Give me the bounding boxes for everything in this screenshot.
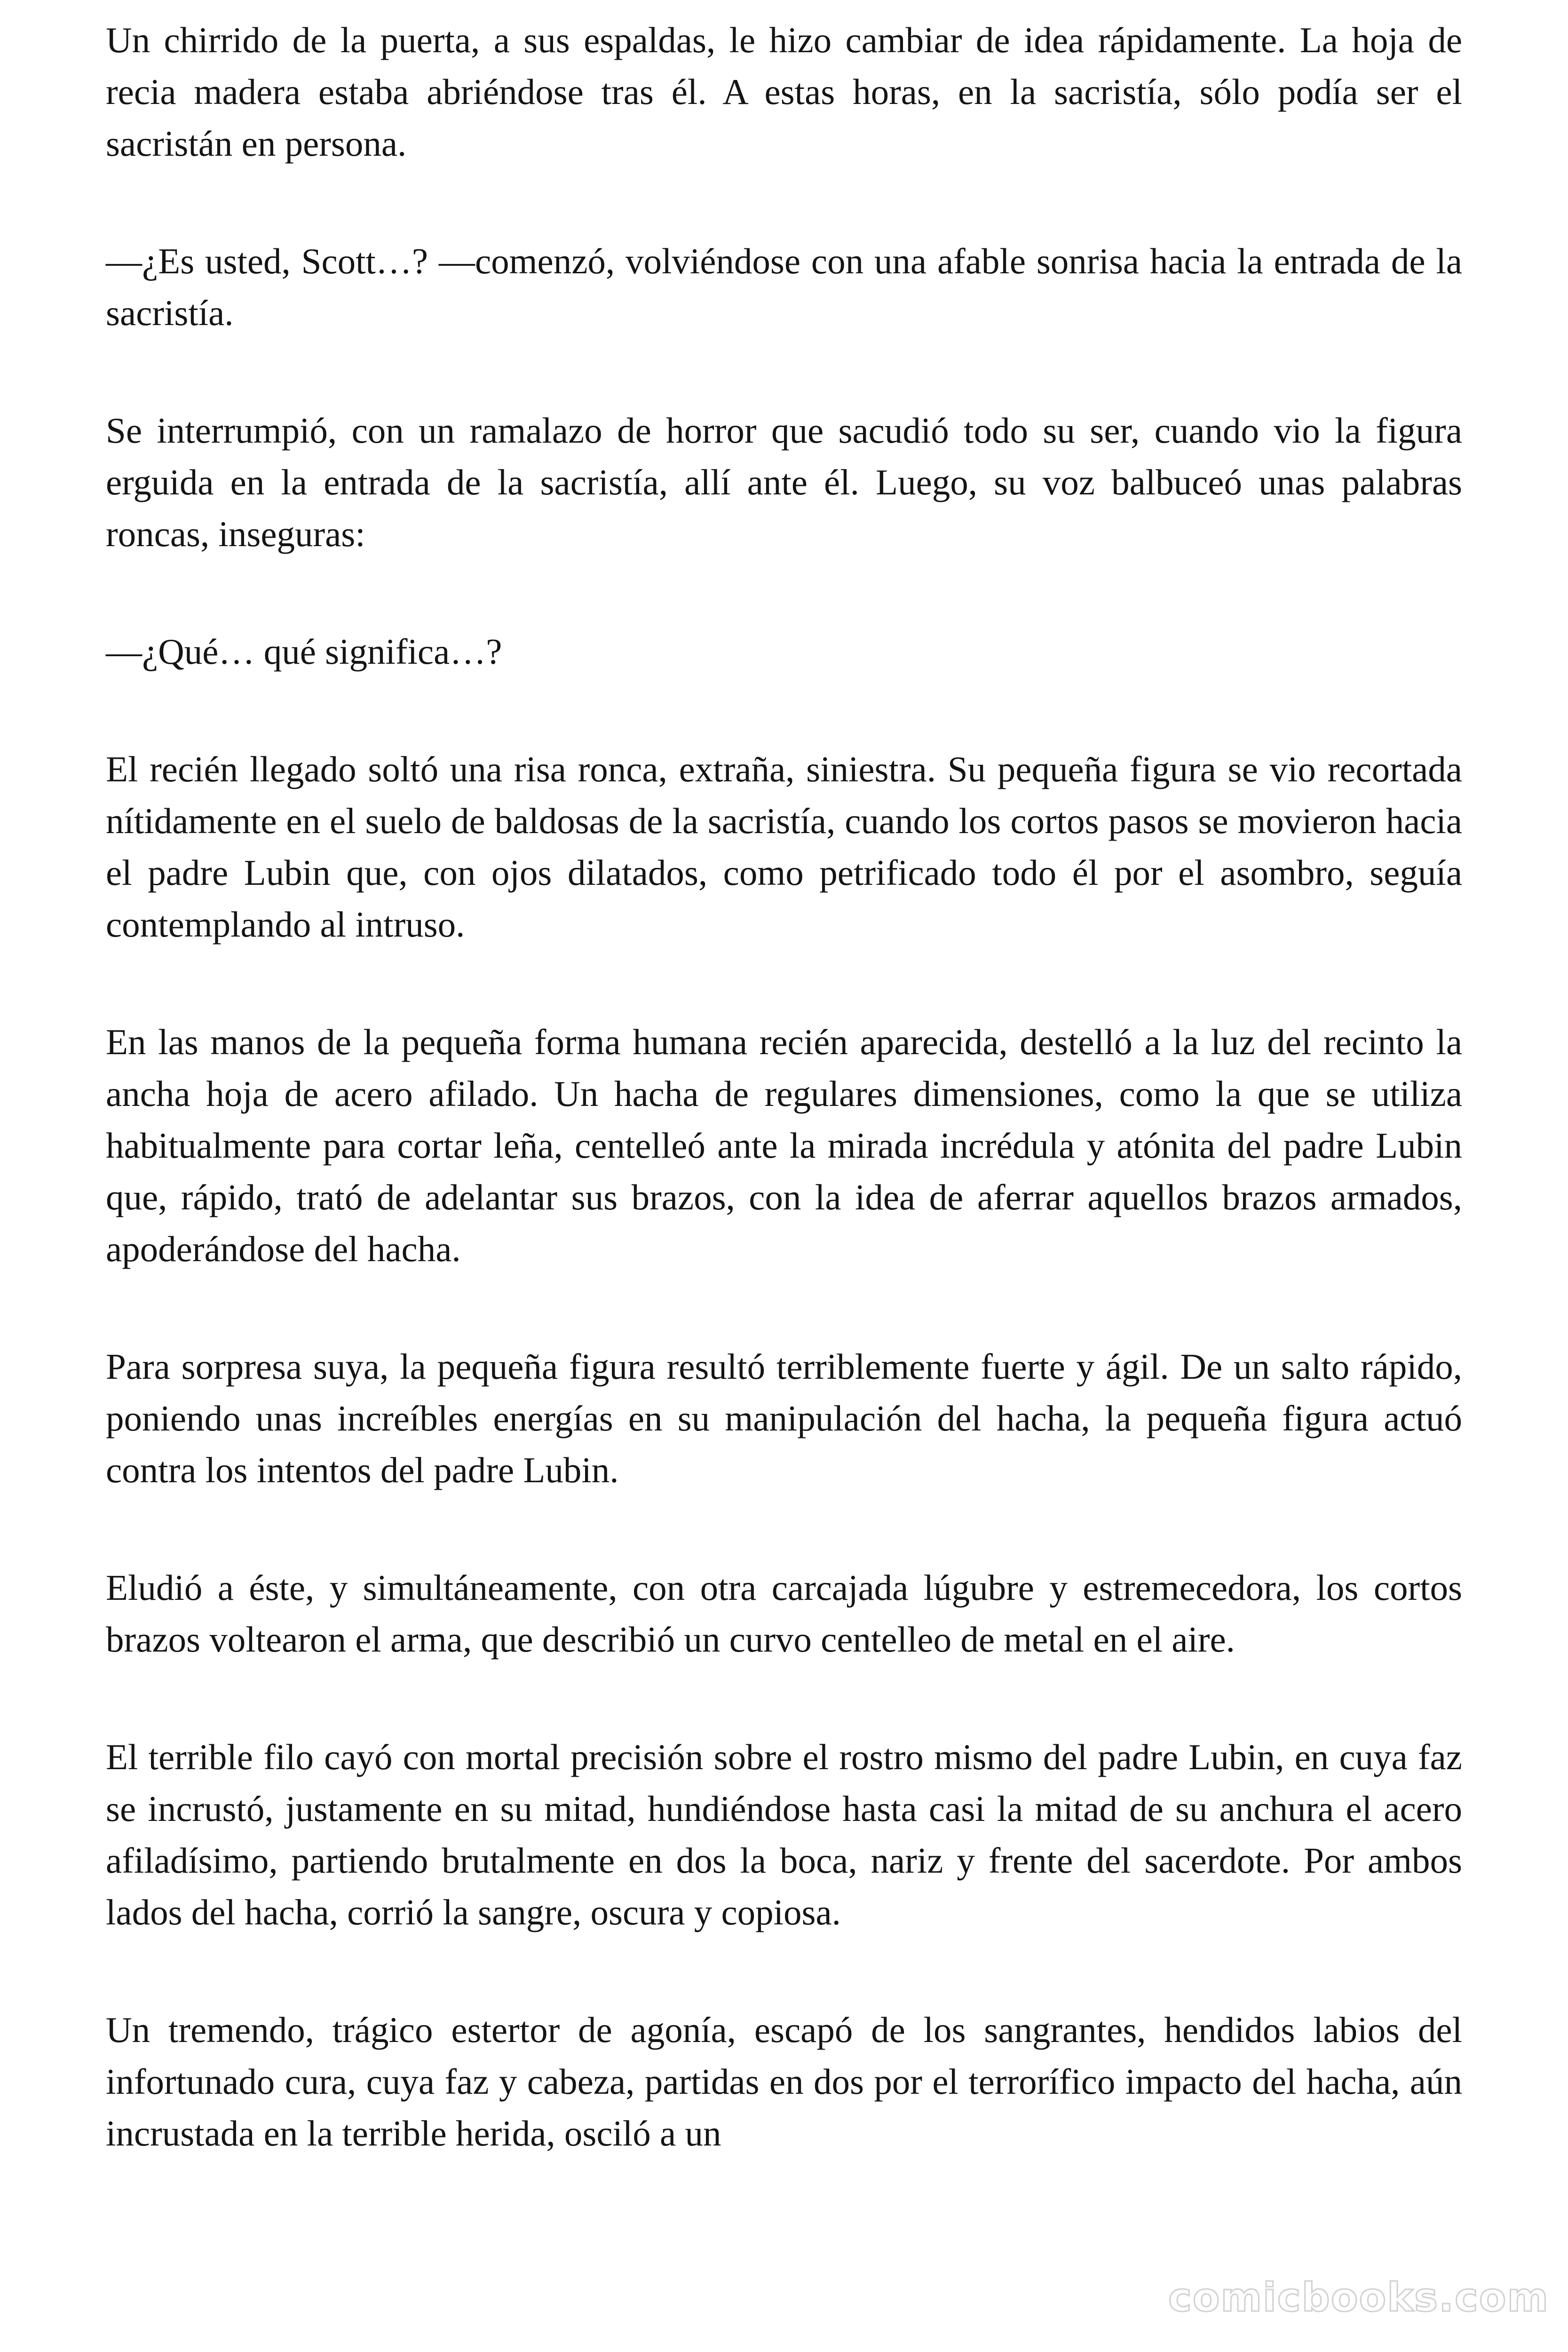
paragraph: El recién llegado soltó una risa ronca, extraña, siniestra. Su pequeña figura se vio recortada nítidamente en el suelo de baldosas de la sacristía, cuando los cortos pasos se movieron hacia el padre Lubin que, con ojos dilatados, como petrificado todo él por el asombro, seguía contemplando al intruso. [106,749,1462,945]
paragraph: —¿Es usted, Scott…? —comenzó, volviéndose con una afable sonrisa hacia la entrada de la sacristía. [106,241,1462,333]
body-text [106,14,1462,2159]
paragraph: Un tremendo, trágico estertor de agonía, escapó de los sangrantes, hendidos labios del infortunado cura, cuya faz y cabeza, partidas en dos por el terrorífico impacto del hacha, aún incrustada en la terrible herida, osciló a un [106,2010,1462,2153]
paragraph: Se interrumpió, con un ramalazo de horror que sacudió todo su ser, cuando vio la figura erguida en la entrada de la sacristía, allí ante él. Luego, su voz balbuceó unas palabras roncas, inseguras: [106,410,1462,554]
paragraph: Para sorpresa suya, la pequeña figura resultó terriblemente fuerte y ágil. De un salto rápido, poniendo unas increíbles energías en su manipulación del hacha, la pequeña figura actuó contra los intentos del padre Lubin. [106,1346,1462,1490]
paragraph: El terrible filo cayó con mortal precisión sobre el rostro mismo del padre Lubin, en cuya faz se incrustó, justamente en su mitad, hundiéndose hasta casi la mitad de su anchura el acero afiladísimo, partiendo brutalmente en dos la boca, nariz y frente del sacerdote. Por ambos lados del hacha, corrió la sangre, oscura y copiosa. [106,1737,1462,1932]
watermark: comicbooks.com [1168,2274,1549,2320]
paragraph: —¿Qué… qué significa…? [106,631,502,672]
paragraph: Eludió a éste, y simultáneamente, con otra carcajada lúgubre y estremecedora, los cortos brazos voltearon el arma, que describió un curvo centelleo de metal en el aire. [106,1567,1462,1660]
paragraph: Un chirrido de la puerta, a sus espaldas, le hizo cambiar de idea rápidamente. La hoja de recia madera estaba abriéndose tras él. A estas horas, en la sacristía, sólo podía ser el sacristán en persona. [106,20,1462,164]
paragraph: En las manos de la pequeña forma humana recién aparecida, destelló a la luz del recinto la ancha hoja de acero afilado. Un hacha de regulares dimensiones, como la que se utiliza habitualmente para cortar leña, centelleó ante la mirada incrédula y atónita del padre Lubin que, rápido, trató de adelantar sus brazos, con la idea de aferrar aquellos brazos armados, apoderándose del hacha. [106,1022,1462,1269]
